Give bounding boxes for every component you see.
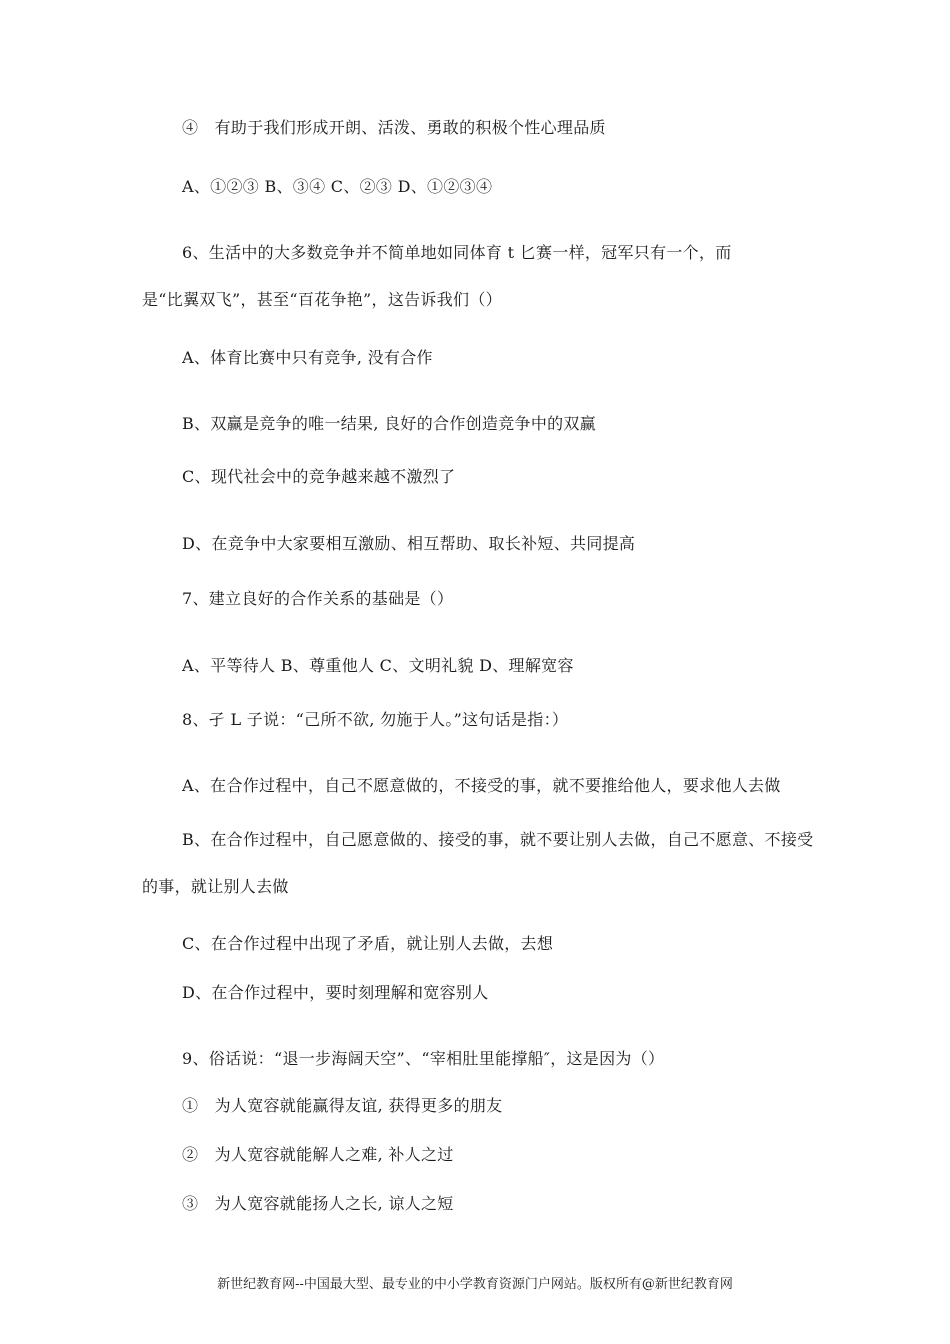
question-9-item-3: ③ 为人宽容就能扬人之长, 谅人之短 <box>182 1194 454 1213</box>
question-7: 7、建立良好的合作关系的基础是（） <box>182 589 454 608</box>
question-7-choices: A、平等待人 B、尊重他人 C、文明礼貌 D、理解宽容 <box>182 656 574 675</box>
question-6-option-a: A、体育比赛中只有竞争, 没有合作 <box>182 348 433 367</box>
question-6-option-d: D、在竞争中大家要相互激励、相互帮助、取长补短、共同提高 <box>182 534 636 553</box>
option-line-4: ④ 有助于我们形成开朗、活泼、勇敢的积极个性心理品质 <box>182 118 606 137</box>
question-8-option-b-line-2: 的事，就让别人去做 <box>142 877 289 896</box>
question-6-option-b: B、双赢是竞争的唯一结果, 良好的合作创造竞争中的双赢 <box>182 414 597 433</box>
question-8: 8、孑 L 子说：“己所不欲, 勿施于人。”这句话是指：） <box>182 710 569 729</box>
question-8-option-a: A、在合作过程中，自己不愿意做的，不接受的事，就不要推给他人，要求他人去做 <box>182 776 781 795</box>
question-8-option-b-line-1: B、在合作过程中，自己愿意做的、接受的事，就不要让别人去做，自己不愿意、不接受 <box>182 830 814 849</box>
question-9: 9、俗话说：“退一步海阔天空”、“宰相肚里能撑船″，这是因为（） <box>182 1049 665 1068</box>
question-6-line-1: 6、生活中的大多数竞争并不简单地如同体育 t 匕赛一样，冠军只有一个，而 <box>182 243 732 262</box>
question-9-item-2: ② 为人宽容就能解人之难, 补人之过 <box>182 1145 454 1164</box>
answer-choices-5: A、①②③ B、③④ C、②③ D、①②③④ <box>182 177 493 196</box>
question-9-item-1: ① 为人宽容就能赢得友谊, 获得更多的朋友 <box>182 1096 503 1115</box>
page-footer: 新世纪教育网--中国最大型、最专业的中小学教育资源门户网站。版权所有@新世纪教育网 <box>217 1277 733 1292</box>
question-8-option-c: C、在合作过程中出现了矛盾，就让别人去做，去想 <box>182 934 554 953</box>
question-6-line-2: 是“比翼双飞”，甚至“百花争艳”，这告诉我们（） <box>142 290 502 309</box>
question-8-option-d: D、在合作过程中，要时刻理解和宽容别人 <box>182 983 489 1002</box>
question-6-option-c: C、现代社会中的竞争越来越不激烈了 <box>182 467 456 486</box>
